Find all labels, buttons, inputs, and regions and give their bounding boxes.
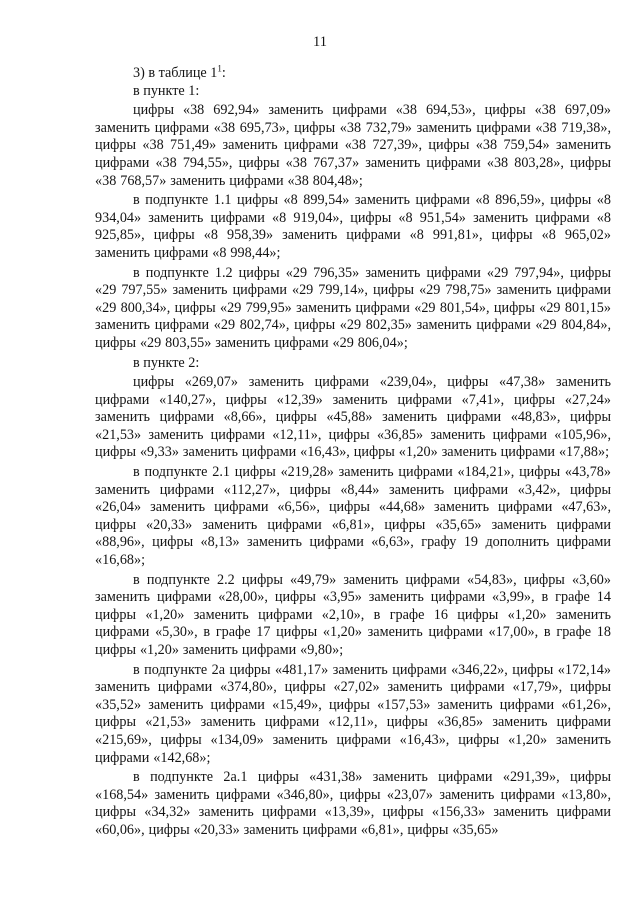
paragraph-point-2: цифры «269,07» заменить цифрами «239,04», цифры «47,38» заменить цифрами «140,27», цифры «12,39» заменить цифрами «7,41», цифры «27,24» заменить цифрами «8,66», цифры «45,88» заменить цифрами «48,83», цифры «21,53» заменить цифрами «12,11», цифры «36,85» заменить цифрами «105,96», цифры «9,33» заменить цифрами «16,43», цифры «1,20» заменить цифрами «17,88»; (95, 374, 611, 461)
paragraph-subpoint-1-1: в подпункте 1.1 цифры «8 899,54» заменить цифрами «8 896,59», цифры «8 934,04» заменить цифрами «8 919,04», цифры «8 951,54» заменить цифрами «8 925,85», цифры «8 958,39» заменить цифрами «8 991,81», цифры «8 965,02» заменить цифрами «8 998,44»; (95, 192, 611, 261)
paragraph-subpoint-2a-1: в подпункте 2а.1 цифры «431,38» заменить цифрами «291,39», цифры «168,54» заменить цифрами «346,80», цифры «23,07» заменить цифрами «13,80», цифры «34,32» заменить цифрами «13,39», цифры «156,33» заменить цифрами «60,06», цифры «20,33» заменить цифрами «6,81», цифры «35,65» (95, 769, 611, 838)
subheading-point-2: в пункте 2: (133, 354, 200, 371)
document-body (95, 65, 611, 840)
paragraph-subpoint-2a: в подпункте 2а цифры «481,17» заменить цифрами «346,22», цифры «172,14» заменить цифрами «374,80», цифры «27,02» заменить цифрами «17,79», цифры «35,52» заменить цифрами «15,49», цифры «157,53» заменить цифрами «61,26», цифры «21,53» заменить цифрами «12,11», цифры «36,85» заменить цифрами «215,69», цифры «134,09» заменить цифрами «16,43», цифры «1,20» заменить цифрами «142,68»; (95, 661, 611, 766)
page-number: 11 (313, 34, 327, 50)
subheading-point-1: в пункте 1: (133, 82, 200, 99)
paragraph-point-1: цифры «38 692,94» заменить цифрами «38 694,53», цифры «38 697,09» заменить цифрами «38 695,73», цифры «38 732,79» заменить цифрами «38 719,38», цифры «38 751,49» заменить цифрами «38 727,39», цифры «38 759,54» заменить цифрами «38 794,55», цифры «38 767,37» заменить цифрами «38 803,28», цифры «38 768,57» заменить цифрами «38 804,48»; (95, 102, 611, 189)
section-heading-colon: : (221, 65, 226, 81)
paragraph-subpoint-1-2: в подпункте 1.2 цифры «29 796,35» заменить цифрами «29 797,94», цифры «29 797,55» заменить цифрами «29 799,14», цифры «29 798,75» заменить цифрами «29 800,34», цифры «29 799,95» заменить цифрами «29 801,54», цифры «29 801,15» заменить цифрами «29 802,74», цифры «29 802,35» заменить цифрами «29 804,84», цифры «29 803,55» заменить цифрами «29 806,04»; (95, 264, 611, 351)
paragraph-subpoint-2-1: в подпункте 2.1 цифры «219,28» заменить цифрами «184,21», цифры «43,78» заменить цифрами «112,27», цифры «8,44» заменить цифрами «3,42», цифры «26,04» заменить цифрами «6,56», цифры «44,68» заменить цифрами «47,63», цифры «20,33» заменить цифрами «6,81», цифры «35,65» заменить цифрами «88,96», цифры «8,13» заменить цифрами «6,63», графу 19 дополнить цифрами «16,68»; (95, 464, 611, 569)
paragraph-subpoint-2-2: в подпункте 2.2 цифры «49,79» заменить цифрами «54,83», цифры «3,60» заменить цифрами «28,00», цифры «3,95» заменить цифрами «3,99», в графе 14 цифры «1,20» заменить цифрами «2,10», в графе 16 цифры «1,20» заменить цифрами «5,30», в графе 17 цифры «1,20» заменить цифрами «17,00», в графе 18 цифры «1,20» заменить цифрами «9,80»; (95, 571, 611, 658)
section-heading (95, 65, 611, 83)
section-heading-superscript: 1 (217, 63, 222, 74)
section-heading-text: 3) в таблице 1 (133, 65, 218, 81)
